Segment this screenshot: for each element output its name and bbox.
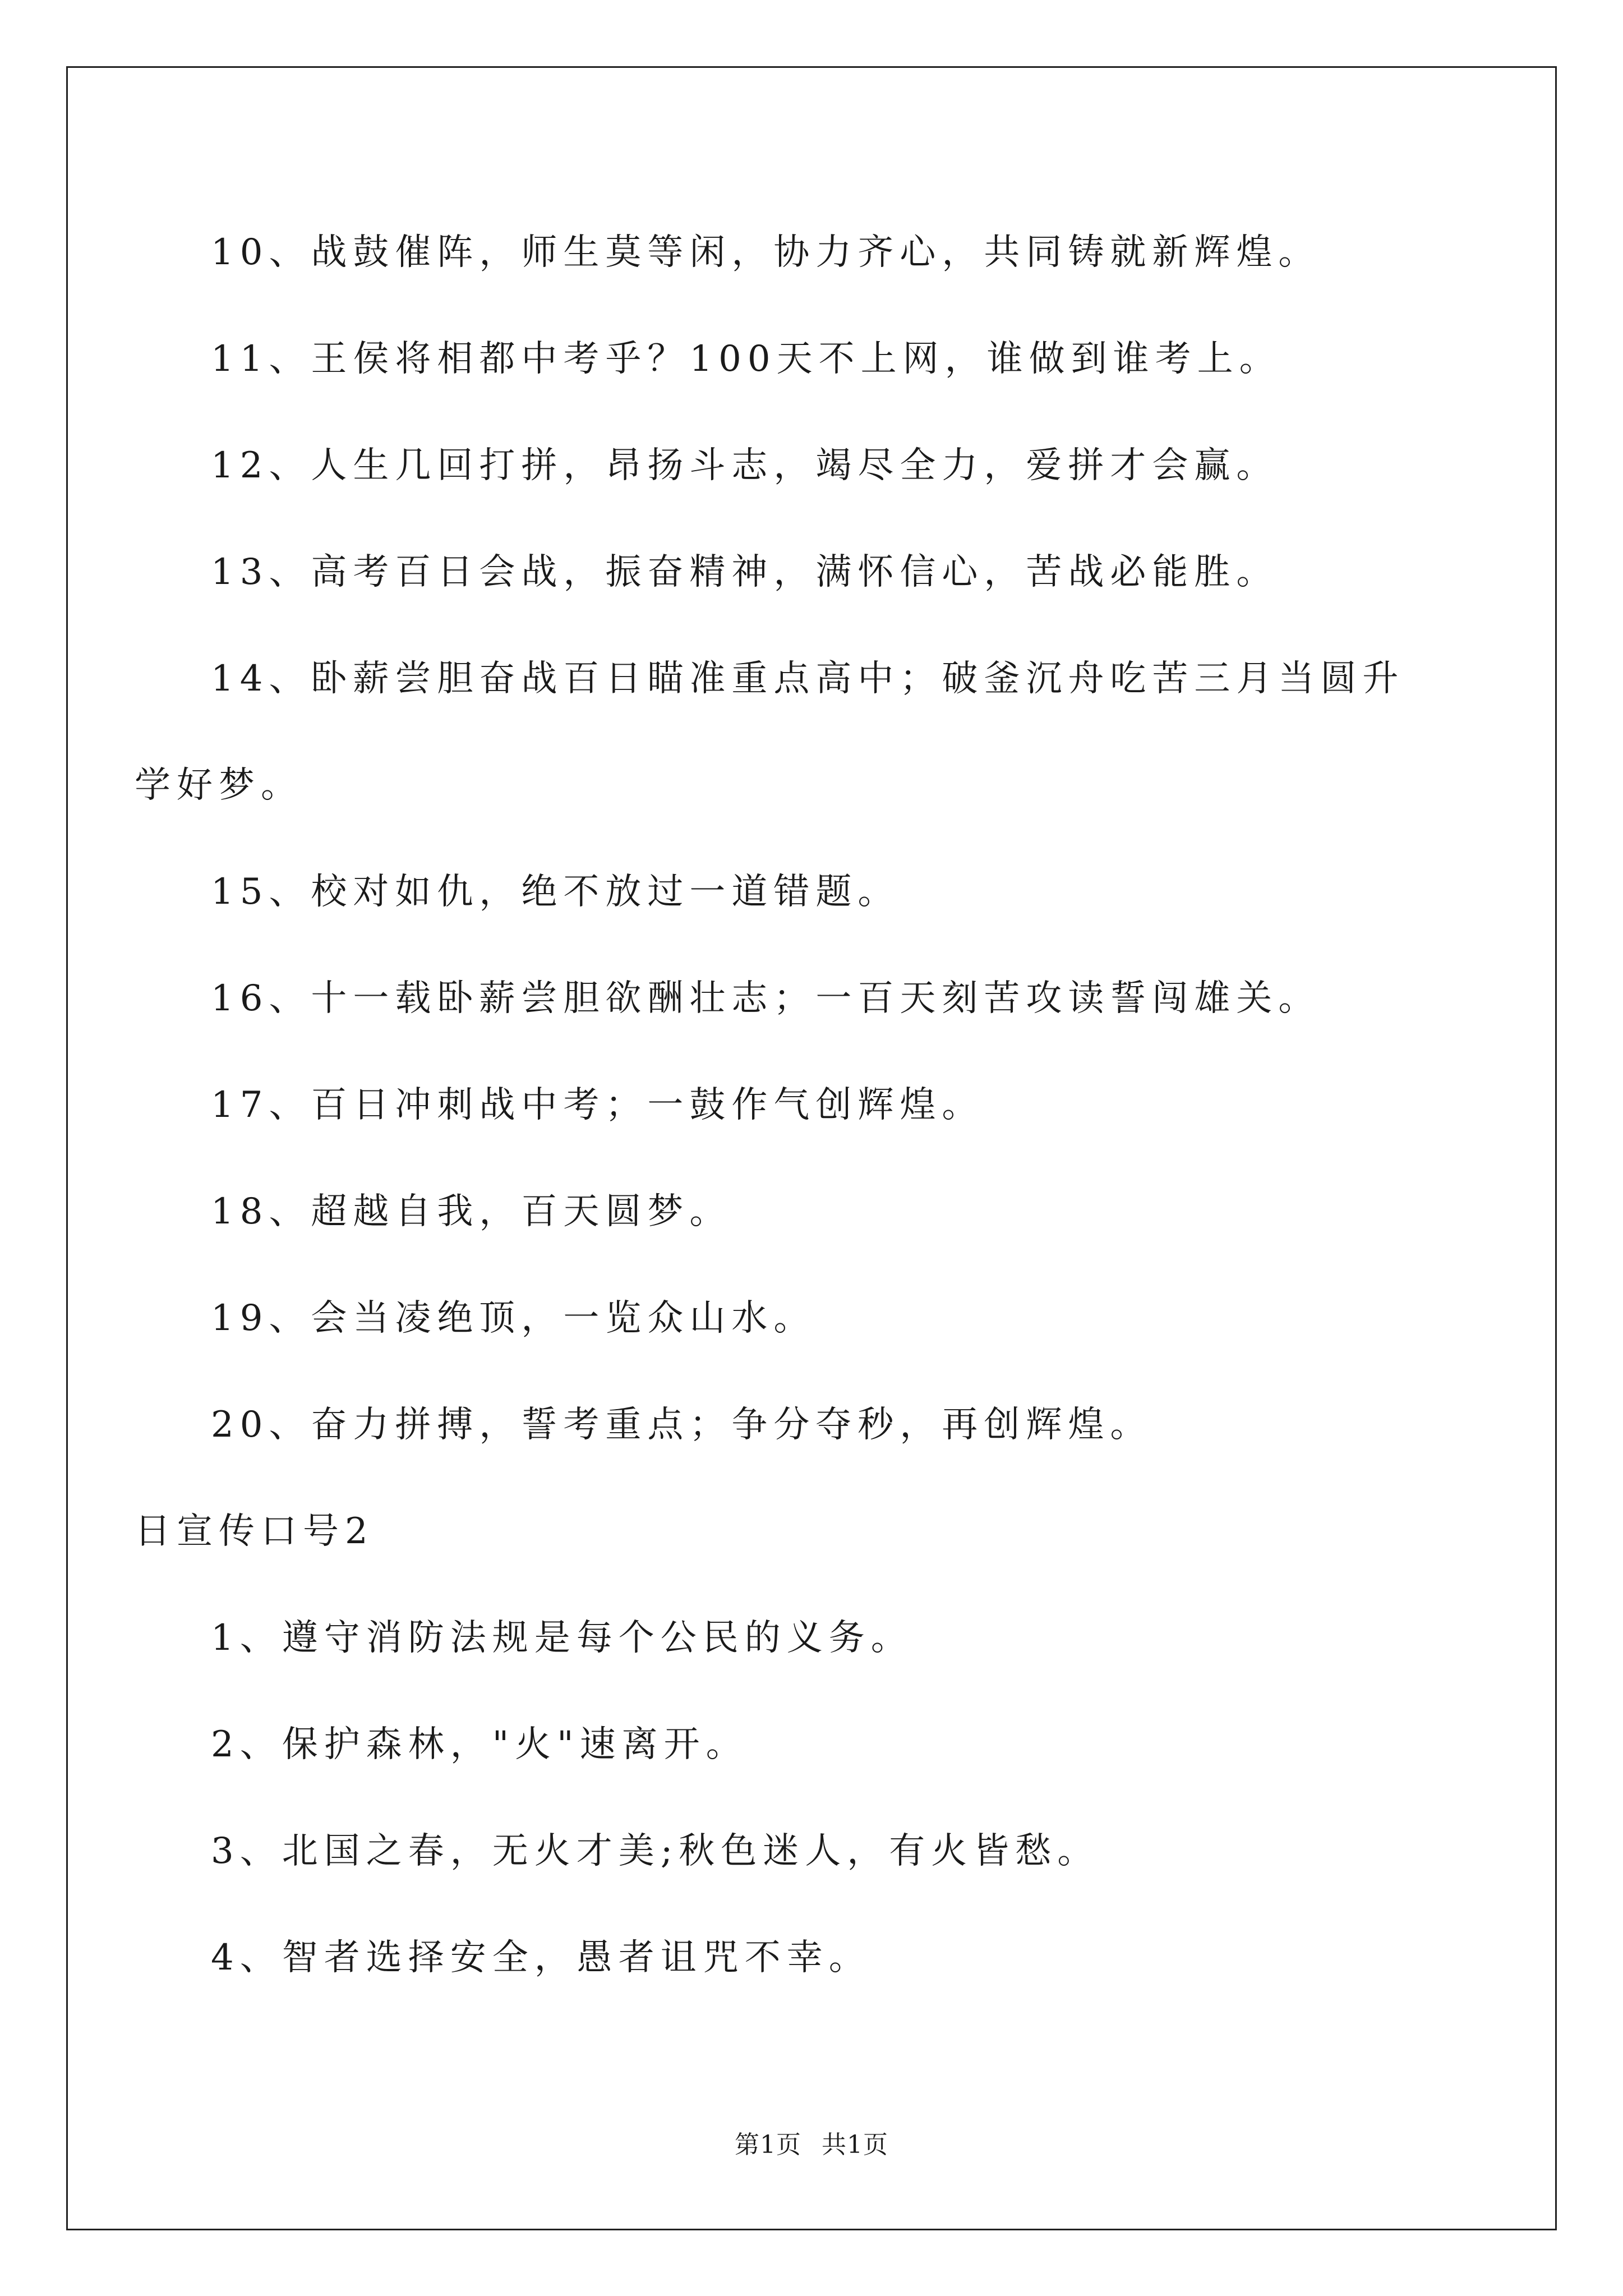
page-number: 第1页 xyxy=(735,2131,801,2159)
paragraph: 10、战鼓催阵，师生莫等闲，协力齐心，共同铸就新辉煌。 xyxy=(211,232,1321,273)
paragraph: 19、会当凌绝顶，一览众山水。 xyxy=(211,1297,816,1339)
page-total: 共1页 xyxy=(822,2131,888,2159)
paragraph: 17、百日冲刺战中考；一鼓作气创辉煌。 xyxy=(211,1084,984,1126)
page-footer xyxy=(0,2129,1623,2161)
paragraph: 1、遵守消防法规是每个公民的义务。 xyxy=(211,1617,913,1659)
paragraph: 13、高考百日会战，振奋精神，满怀信心，苦战必能胜。 xyxy=(211,551,1279,593)
paragraph: 16、十一载卧薪尝胆欲酬壮志；一百天刻苦攻读誓闯雄关。 xyxy=(211,978,1321,1019)
paragraph: 11、王侯将相都中考乎？100天不上网，谁做到谁考上。 xyxy=(211,338,1281,380)
paragraph: 2、保护森林，"火"速离开。 xyxy=(211,1724,748,1765)
paragraph: 4、智者选择安全，愚者诅咒不幸。 xyxy=(211,1937,871,1978)
paragraph: 12、人生几回打拼，昂扬斗志，竭尽全力，爱拼才会赢。 xyxy=(211,445,1279,486)
paragraph-continuation: 学好梦。 xyxy=(135,765,303,806)
paragraph: 20、奋力拼搏，誓考重点；争分夺秒，再创辉煌。 xyxy=(211,1404,1152,1446)
paragraph: 3、北国之春，无火才美;秋色迷人，有火皆愁。 xyxy=(211,1830,1100,1872)
paragraph: 15、校对如仇，绝不放过一道错题。 xyxy=(211,871,900,913)
paragraph: 18、超越自我，百天圆梦。 xyxy=(211,1191,732,1232)
paragraph: 14、卧薪尝胆奋战百日瞄准重点高中；破釜沉舟吃苦三月当圆升 xyxy=(211,658,1405,700)
section-heading: 日宣传口号2 xyxy=(135,1511,374,1552)
page-frame xyxy=(66,66,1557,2230)
